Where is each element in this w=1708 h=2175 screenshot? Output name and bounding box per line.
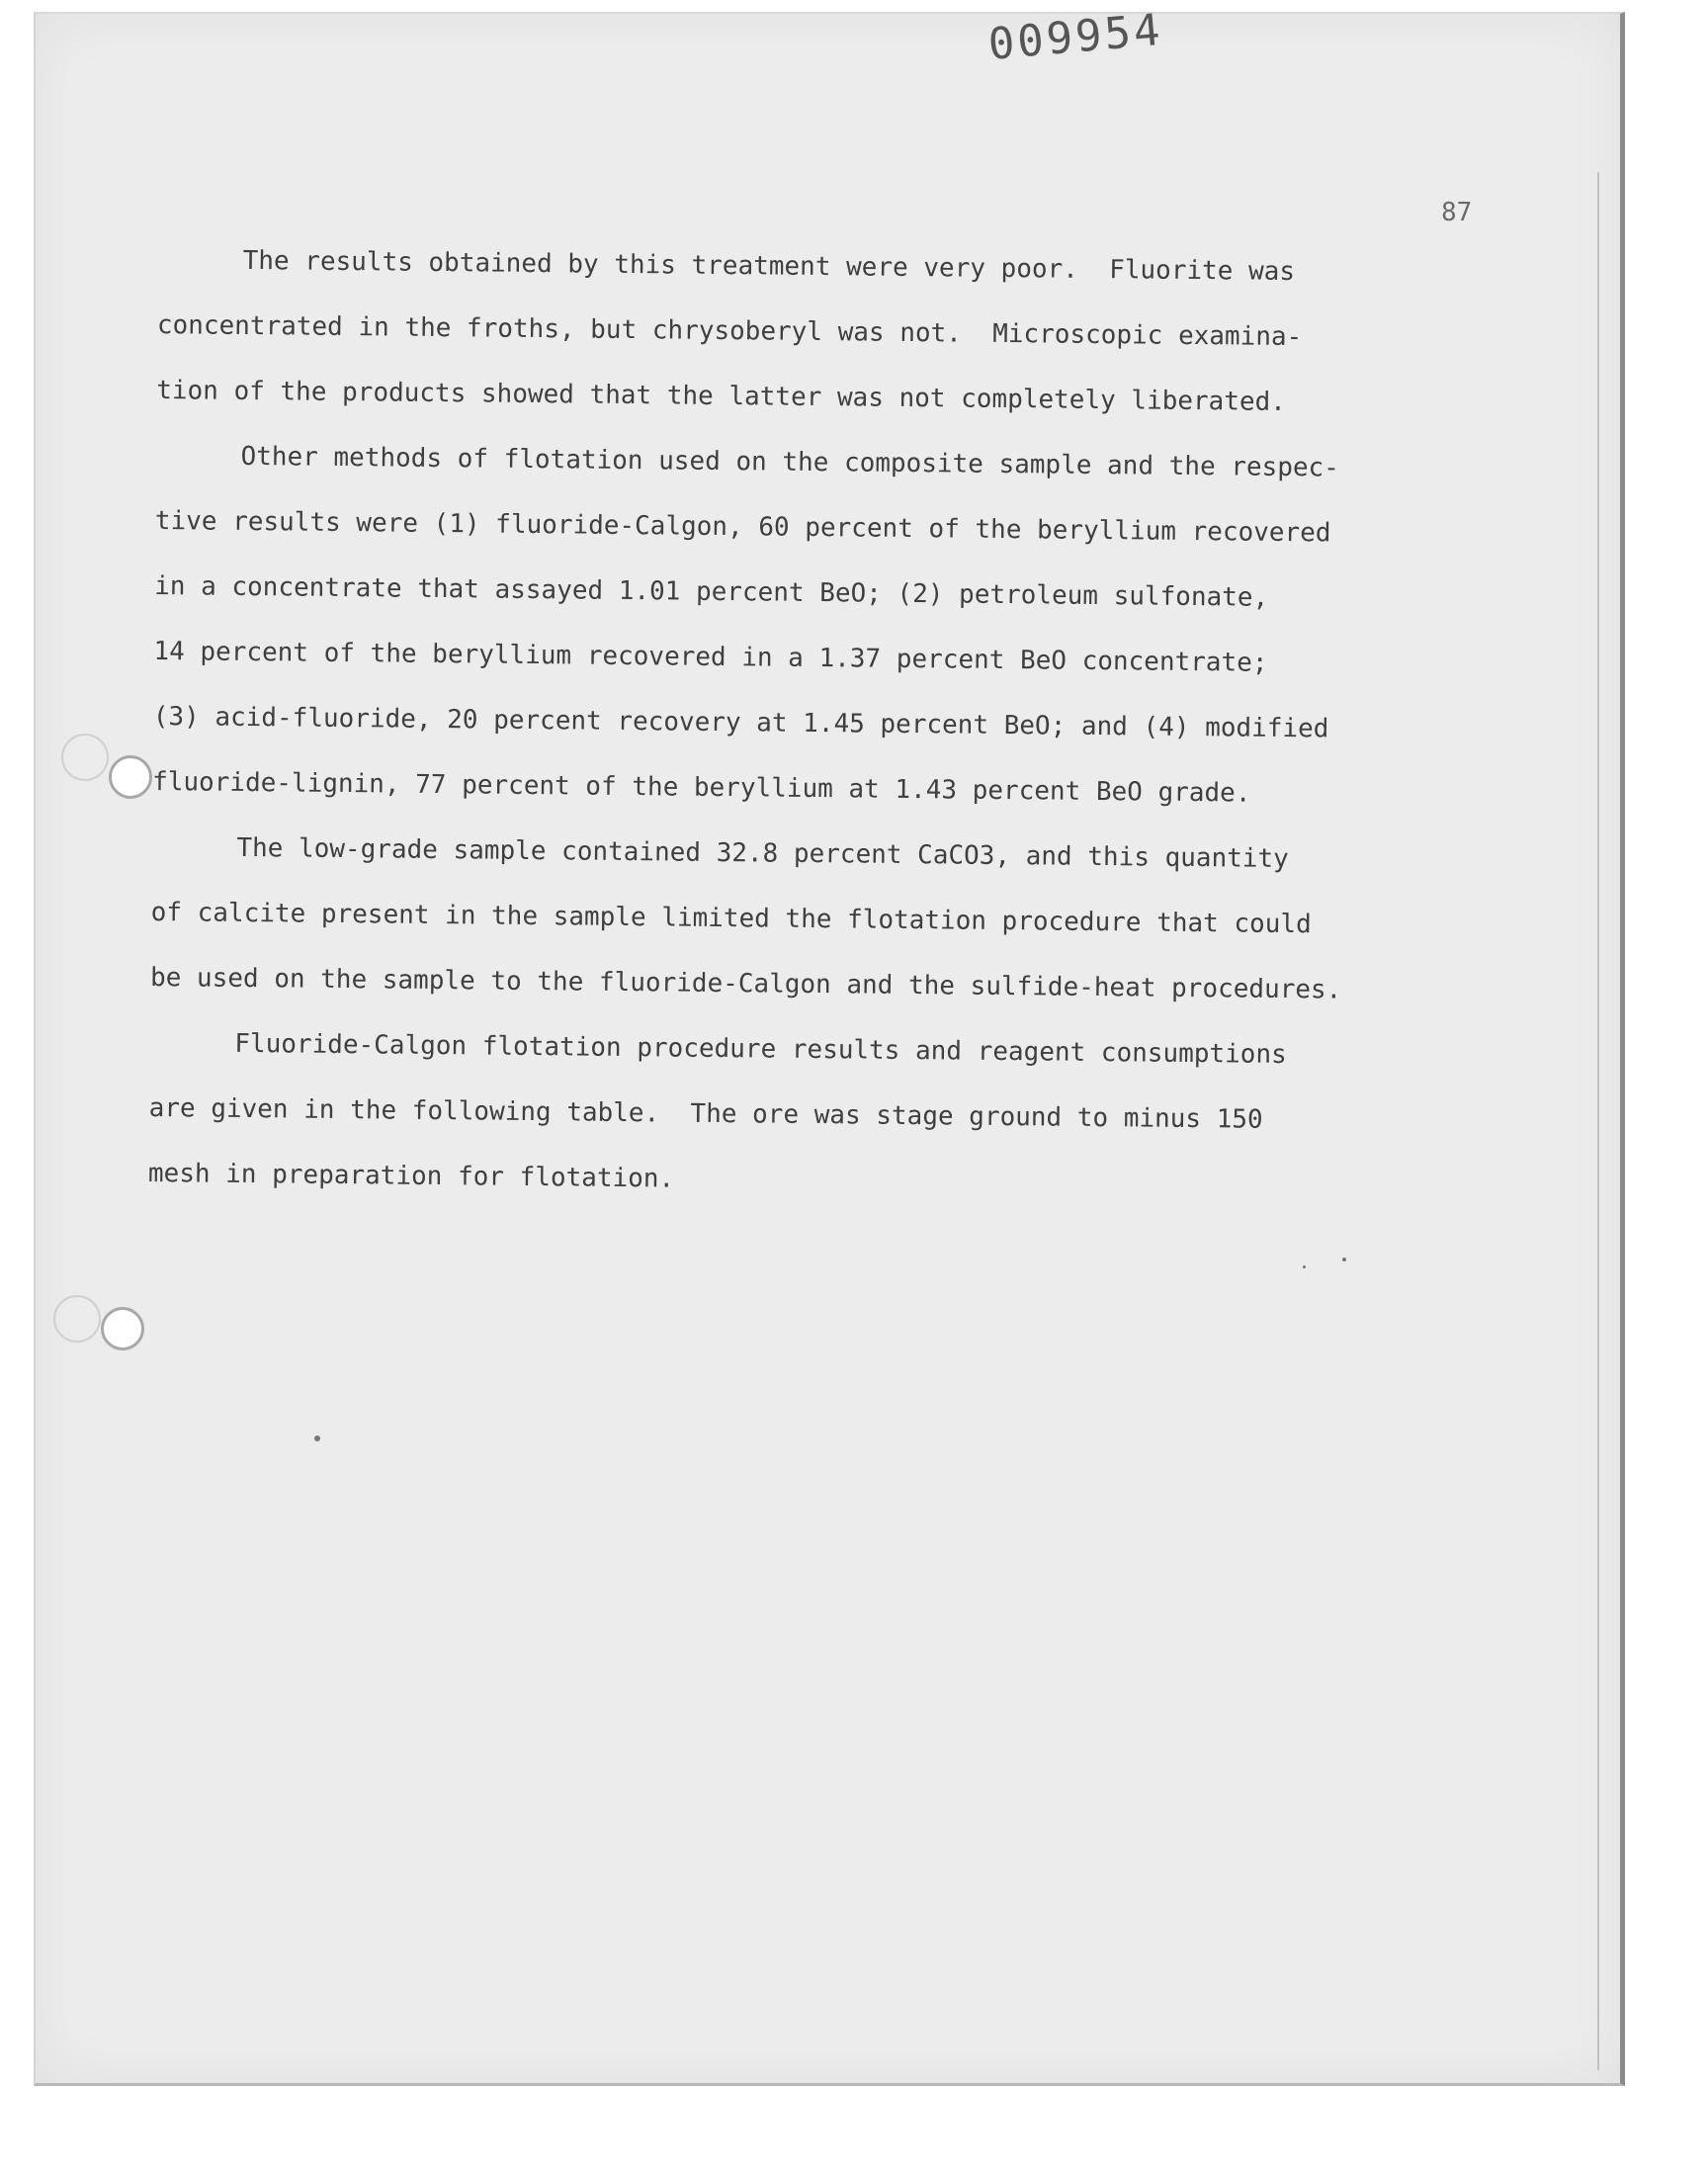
scan-speck <box>314 1436 320 1441</box>
punch-hole-top <box>109 755 152 799</box>
text-line: in a concentrate that assayed 1.01 percent BeO; (2) petroleum sulfonate, <box>154 570 1269 613</box>
text-line: 14 percent of the beryllium recovered in a 1.37 percent BeO concentrate; <box>153 636 1268 678</box>
text-line: be used on the sample to the fluoride-Calgon and the sulfide-heat procedures. <box>149 962 1342 1005</box>
text-line: tive results were (1) fluoride-Calgon, 60 percent of the beryllium recovered <box>154 505 1331 549</box>
text-line: of calcite present in the sample limited the flotation procedure that could <box>150 897 1312 940</box>
text-line: are given in the following table. The ore was stage ground to minus 150 <box>148 1092 1263 1135</box>
text-line: Other methods of flotation used on the composite sample and the respec- <box>240 441 1340 483</box>
scan-speck <box>1303 1265 1306 1268</box>
text-line: The results obtained by this treatment were very poor. Fluorite was <box>242 245 1296 288</box>
text-line: (3) acid-fluoride, 20 percent recovery at 1.45 percent BeO; and (4) modified <box>152 701 1329 744</box>
text-line: concentrated in the froths, but chrysoberyl was not. Microscopic examina- <box>156 309 1303 353</box>
body-text <box>148 227 1483 1220</box>
text-line: fluoride-lignin, 77 percent of the beryllium at 1.43 percent BeO grade. <box>151 766 1251 809</box>
text-line: Fluoride-Calgon flotation procedure results and reagent consumptions <box>234 1028 1287 1071</box>
punch-hole-shadow-top <box>61 734 109 781</box>
punch-hole-shadow-bottom <box>53 1295 101 1343</box>
page-edge-rule <box>1597 172 1599 2070</box>
punch-hole-bottom <box>101 1307 144 1350</box>
text-line: The low-grade sample contained 32.8 percent CaCO3, and this quantity <box>236 832 1289 875</box>
page-number: 87 <box>1441 198 1473 227</box>
scan-speck <box>1342 1258 1346 1262</box>
text-line: mesh in preparation for flotation. <box>147 1158 675 1194</box>
handwritten-document-number: 009954 <box>985 4 1165 70</box>
text-line: tion of the products showed that the latter was not completely liberated. <box>156 375 1287 417</box>
